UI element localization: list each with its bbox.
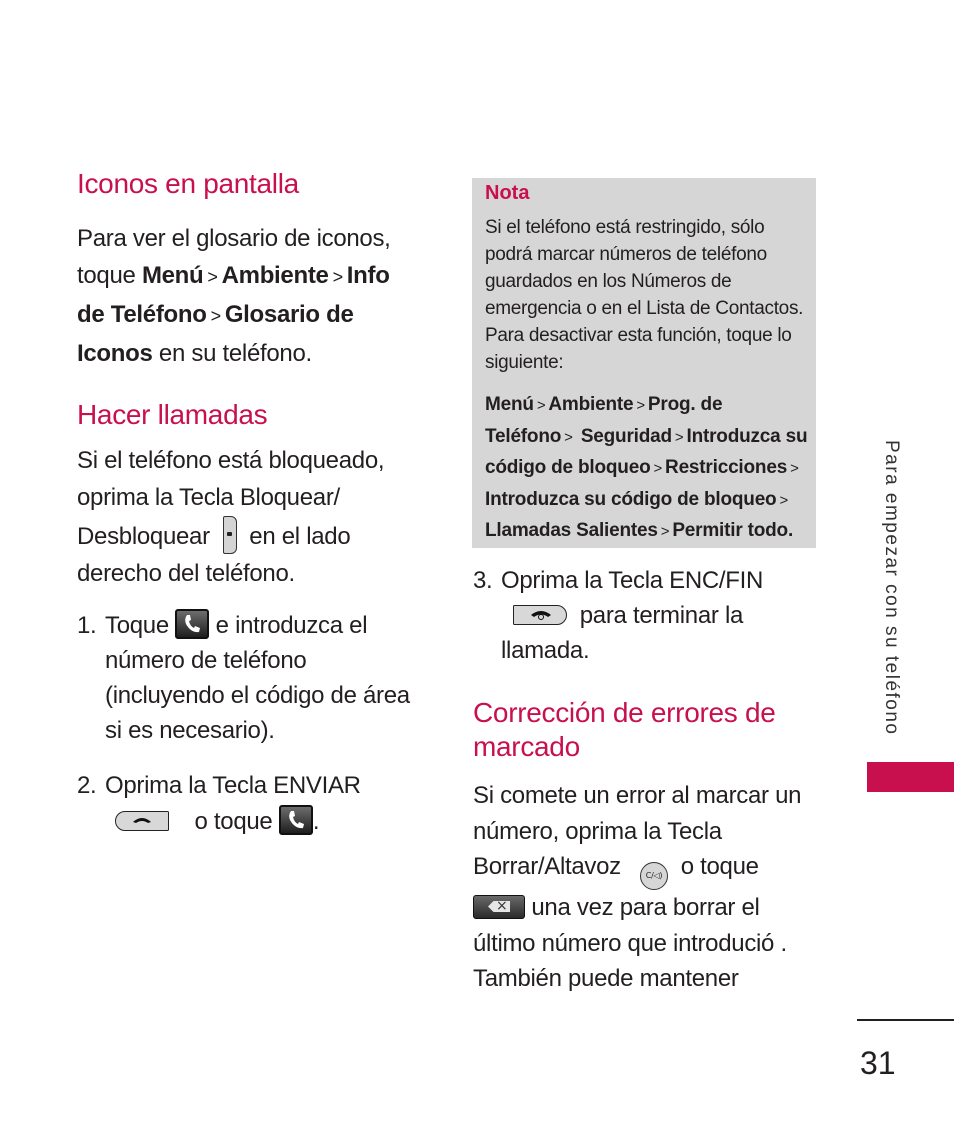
send-key-icon	[115, 811, 169, 831]
text-line: podrá marcar números de teléfono	[485, 244, 767, 265]
text-line: derecho del teléfono.	[77, 560, 295, 587]
text: .	[312, 808, 320, 835]
page-number-rule	[857, 1019, 954, 1021]
step-1	[77, 608, 437, 753]
path-separator: >	[790, 460, 799, 477]
text-line: número de teléfono	[105, 647, 307, 674]
text-line: siguiente:	[485, 352, 564, 373]
lock-unlock-key-icon	[223, 516, 237, 554]
path-separator: >	[536, 397, 546, 414]
heading-line: marcado	[473, 731, 580, 762]
path-line	[485, 485, 807, 517]
menu-path-telefono: de Teléfono	[77, 301, 207, 328]
text-line: último número que introdució .	[473, 929, 787, 957]
menu-path-ambiente: Ambiente	[221, 262, 329, 289]
text-line: Oprima la Tecla ENC/FIN	[501, 567, 764, 594]
text-line: llamada.	[501, 637, 590, 664]
path-item: Menú	[485, 394, 534, 415]
step-number: 1.	[77, 612, 97, 639]
text: Desbloquear	[77, 523, 210, 550]
path-item: Llamadas Salientes	[485, 520, 658, 541]
menu-path-iconos: Iconos	[77, 340, 153, 367]
backspace-icon	[473, 895, 525, 919]
call-icon	[279, 805, 313, 835]
text-line	[105, 608, 367, 643]
text-line: (incluyendo el código de área	[105, 682, 410, 709]
path-separator: >	[207, 267, 218, 287]
text: Toque	[105, 612, 169, 639]
text: en el lado	[249, 523, 351, 550]
path-item: Permitir todo.	[672, 520, 794, 541]
end-key-icon	[513, 605, 567, 625]
path-line	[485, 390, 807, 422]
iconos-paragraph	[77, 220, 391, 372]
text: en su teléfono.	[152, 340, 312, 367]
path-separator: >	[674, 428, 684, 446]
path-separator: >	[332, 267, 343, 287]
step-3	[473, 563, 833, 668]
text-line	[513, 598, 743, 633]
heading-line: Corrección de errores de	[473, 697, 776, 728]
heading-iconos-en-pantalla: Iconos en pantalla	[77, 168, 299, 199]
text: o toque	[194, 808, 273, 835]
menu-path-glosario: Glosario de	[224, 301, 354, 328]
clear-speaker-key-icon: C/◁)	[640, 862, 668, 890]
text-line: También puede mantener	[473, 965, 739, 992]
text-line	[473, 890, 801, 926]
path-item: código de bloqueo	[485, 457, 651, 478]
text-line: oprima la Tecla Bloquear/	[77, 484, 340, 511]
path-item: Teléfono	[485, 425, 562, 447]
correccion-paragraph	[473, 778, 801, 997]
text-line: Para ver el glosario de iconos,	[77, 225, 391, 252]
step-number: 2.	[77, 772, 97, 799]
path-line	[485, 516, 807, 548]
page-number: 31	[860, 1045, 896, 1081]
path-separator: >	[636, 397, 645, 414]
call-icon	[175, 609, 209, 639]
text-line	[77, 257, 391, 296]
note-menu-path	[485, 390, 807, 548]
text-line: Para desactivar esta función, toque lo	[485, 325, 792, 346]
text-line: si es necesario).	[105, 717, 275, 744]
text: Borrar/Altavoz	[473, 853, 621, 880]
text: una vez para borrar el	[531, 894, 760, 921]
chapter-tab-marker	[867, 762, 954, 792]
note-box	[472, 178, 816, 548]
text: o toque	[680, 853, 759, 880]
heading-hacer-llamadas: Hacer llamadas	[77, 399, 268, 430]
path-item: Seguridad	[580, 425, 672, 447]
text-line: número, oprima la Tecla	[473, 817, 722, 845]
path-line	[485, 453, 807, 485]
path-separator: >	[564, 428, 573, 446]
text-line: Si el teléfono está restringido, sólo	[485, 217, 765, 238]
path-separator: >	[653, 460, 663, 477]
text-line	[77, 516, 384, 555]
text-line: guardados en los Números de	[485, 271, 732, 292]
text: e introduzca el	[215, 612, 368, 639]
step-number: 3.	[473, 567, 493, 594]
hacer-paragraph	[77, 442, 384, 592]
text-line: Si el teléfono está bloqueado,	[77, 447, 385, 474]
path-item: Introduzca su código de bloqueo	[485, 488, 777, 510]
path-item: Restricciones	[665, 457, 788, 478]
path-item: Introduzca su	[686, 425, 808, 447]
path-item: Ambiente	[548, 394, 634, 415]
path-separator: >	[660, 523, 670, 540]
text: para terminar la	[579, 602, 744, 629]
text-line	[115, 804, 319, 839]
text-line: emergencia o en el Lista de Contactos.	[485, 298, 804, 319]
chapter-side-label: Para empezar con su teléfono	[881, 440, 902, 736]
text-line	[77, 296, 391, 335]
path-separator: >	[210, 306, 221, 326]
text-line: Oprima la Tecla ENVIAR	[105, 772, 361, 799]
path-line	[485, 422, 807, 454]
step-2	[77, 768, 437, 843]
text-line	[77, 335, 391, 372]
text-line	[473, 849, 801, 890]
text: toque	[77, 262, 142, 289]
heading-correccion	[473, 696, 776, 764]
menu-path-info: Info	[346, 262, 390, 289]
note-title: Nota	[485, 182, 530, 204]
text-line: Si comete un error al marcar un	[473, 782, 802, 809]
path-separator: >	[779, 491, 789, 509]
note-text	[485, 214, 803, 376]
menu-path-menu: Menú	[141, 262, 204, 289]
path-item: Prog. de	[647, 394, 723, 415]
